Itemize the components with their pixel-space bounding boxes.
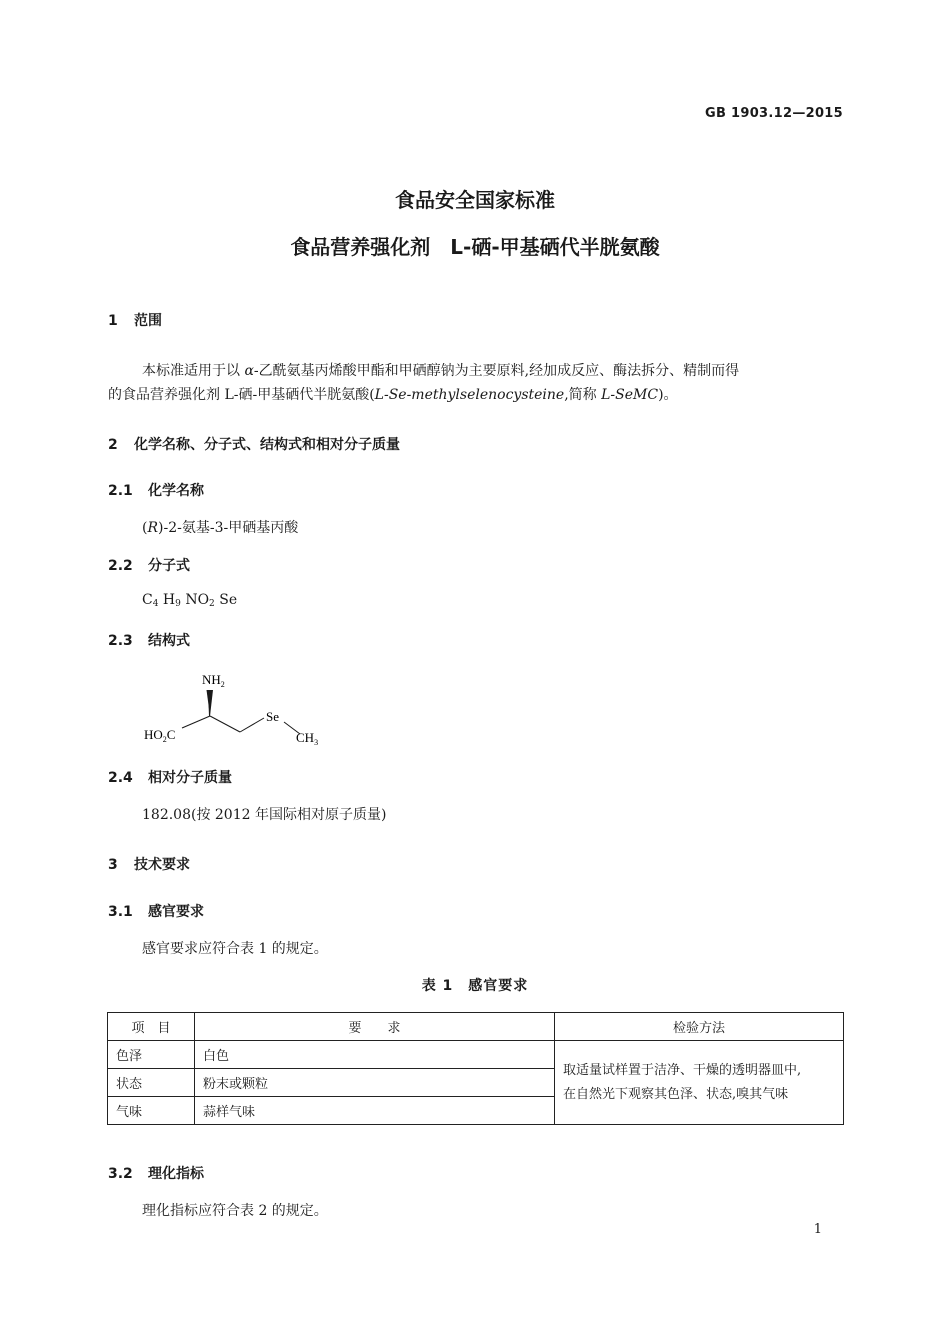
section-number: 3.2 [108,1166,133,1182]
section-number: 2.2 [108,558,133,574]
formula-subscript: 9 [175,599,181,609]
selenium-label: Se [266,709,279,724]
section-title: 相对分子质量 [148,770,232,786]
latin-name: L-Se-methylselenocysteine [374,387,565,403]
page-number: 1 [813,1222,822,1237]
table-header-row [108,1013,844,1041]
alpha-symbol: α [244,363,254,379]
table-cell-item: 状态 [108,1069,195,1097]
section-1-heading [108,310,162,330]
formula-text: C [142,592,153,608]
section-2-3-heading [108,630,190,650]
table-cell-method [555,1041,844,1125]
method-line: 在自然光下观察其色泽、状态,嗅其气味 [563,1086,789,1102]
table-1-caption: 表 1 感官要求 [421,978,529,994]
section-title: 结构式 [148,633,190,649]
section-2-1-heading [108,480,204,500]
methyl-group-label: $CH_3$ [296,730,319,747]
wedge-bond-fill [207,690,214,716]
chemical-name [142,517,298,537]
formula-subscript: 4 [152,599,159,609]
bond [182,716,210,728]
scope-text: )。 [658,387,678,403]
section-number: 2.4 [108,770,133,786]
document-subtitle: 食品营养强化剂 L-硒-甲基硒代半胱氨酸 [290,235,660,259]
table-cell-requirement: 粉末或颗粒 [195,1069,555,1097]
formula-text: H [162,592,176,608]
standard-code: GB 1903.12—2015 [705,106,843,121]
abbreviation: L-SeMC [601,387,659,403]
scope-text: 本标准适用于以 [142,363,245,379]
section-title: 技术要求 [134,857,190,873]
section-2-2-heading [108,555,190,575]
carboxyl-group-label: $HO_2C$ [144,727,176,744]
section-3-1-heading [108,901,204,921]
scope-text: 的食品营养强化剂 L-硒-甲基硒代半胱氨酸( [108,387,375,403]
structural-formula [138,666,338,750]
table-header-requirement: 要 求 [195,1013,555,1041]
table-row [108,1041,844,1069]
section-number: 2 [108,437,118,453]
section-title: 理化指标 [148,1166,204,1182]
scope-paragraph-line2 [108,384,678,404]
molecular-mass: 182.08(按 2012 年国际相对原子质量) [142,807,387,823]
table-cell-item: 色泽 [108,1041,195,1069]
physicochemical-text: 理化指标应符合表 2 的规定。 [142,1203,328,1219]
section-3-2-heading [108,1163,204,1183]
bond [240,718,264,732]
amino-group-label: $NH_2$ [202,672,225,689]
bond [210,716,240,732]
table-cell-requirement: 白色 [195,1041,555,1069]
section-2-heading [108,434,400,454]
scope-text: -乙酰氨基丙烯酸甲酯和甲硒醇钠为主要原料,经加成反应、酶法拆分、精制而得 [253,363,740,379]
section-number: 2.1 [108,483,133,499]
section-number: 3 [108,857,118,873]
section-number: 2.3 [108,633,133,649]
sensory-requirements-table [107,1012,844,1125]
formula-text: NO [185,592,210,608]
section-title: 分子式 [148,558,190,574]
chemical-name-text: R [147,520,159,536]
scope-text: ,简称 [564,387,602,403]
sensory-requirements-text: 感官要求应符合表 1 的规定。 [142,941,328,957]
table-header-item: 项 目 [108,1013,195,1041]
chemical-name-text: ( [142,520,148,536]
formula-subscript: 2 [209,599,215,609]
section-3-heading [108,854,190,874]
formula-text: Se [219,592,238,608]
section-title: 感官要求 [148,904,204,920]
section-number: 3.1 [108,904,133,920]
method-line: 取适量试样置于洁净、干燥的透明器皿中, [563,1062,802,1078]
chemical-name-text: )-2-氨基-3-甲硒基丙酸 [158,520,299,536]
section-number: 1 [108,313,118,329]
table-header-method: 检验方法 [555,1013,844,1041]
section-title: 化学名称、分子式、结构式和相对分子质量 [134,437,400,453]
table-cell-item: 气味 [108,1097,195,1125]
molecular-formula [142,592,237,609]
section-2-4-heading [108,767,232,787]
section-title: 化学名称 [148,483,204,499]
section-title: 范围 [134,313,162,329]
table-cell-requirement: 蒜样气味 [195,1097,555,1125]
scope-paragraph-line1 [142,360,739,380]
document-title: 食品安全国家标准 [395,188,555,212]
